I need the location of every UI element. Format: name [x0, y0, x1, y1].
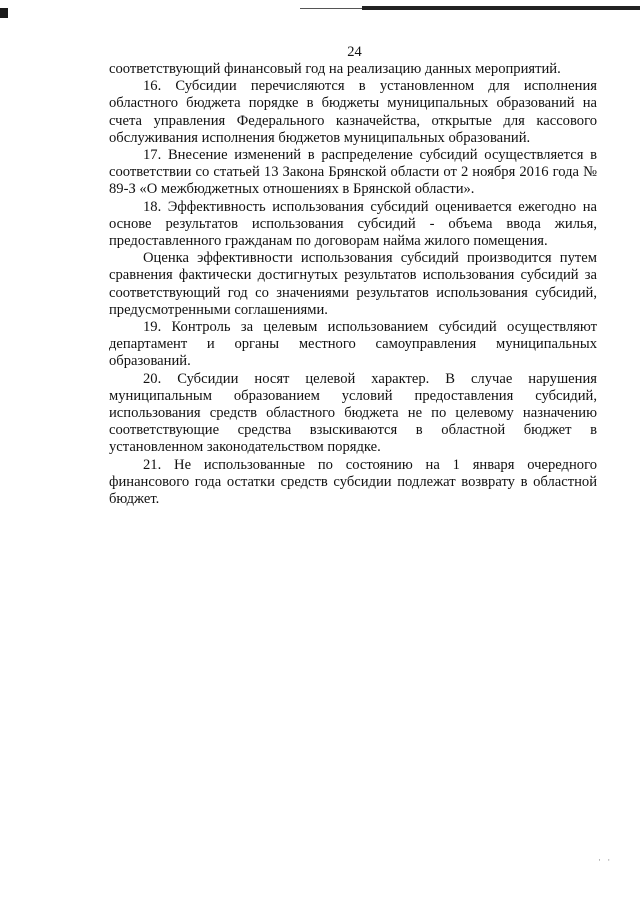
document-body — [109, 61, 597, 508]
paragraph-17: 17. Внесение изменений в распределение субсидий осуществляется в соответствии со статьей 13 Закона Брянской области от 2 ноября 2016 года № 89-З «О межбюджетных отношениях в Брянской области». — [109, 147, 597, 198]
paragraph-21: 21. Не использованные по состоянию на 1 января очередного финансового года остатки средств субсидии подлежат возврату в областной бюджет. — [109, 456, 597, 508]
paragraph-18: 18. Эффективность использования субсидий оценивается ежегодно на основе результатов использования субсидий - объема ввода жилья, предоставленного гражданам по договорам найма жилого помещения. — [109, 198, 597, 250]
scan-top-border-thin — [300, 8, 362, 9]
scan-edge-mark — [0, 8, 8, 18]
paragraph-16: 16. Субсидии перечисляются в установленном для исполнения областного бюджета порядке в бюджеты муниципальных образований на счета управления Федерального казначейства, открытые для кассового обслуживания исполнения бюджетов муниципальных образований. — [109, 78, 597, 146]
paragraph-continuation: соответствующий финансовый год на реализацию данных мероприятий. — [109, 61, 561, 77]
scan-noise: · · — [598, 855, 613, 865]
scan-top-border — [362, 6, 640, 10]
paragraph-18-evaluation: Оценка эффективности использования субсидий производится путем сравнения фактически достигнутых результатов использования субсидий за соответствующий год со значениями результатов использования субсидий, предусмотренными соглашениями. — [109, 250, 597, 318]
paragraph-20: 20. Субсидии носят целевой характер. В случае нарушения муниципальным образованием условий предоставления субсидий, использования средств областного бюджета не по целевому назначению соответствующие средства взыскиваются в областной бюджет в установленном законодательством порядке. — [109, 370, 597, 456]
paragraph-19: 19. Контроль за целевым использованием субсидий осуществляют департамент и органы местного самоуправления муниципальных образований. — [109, 319, 597, 370]
page-number: 24 — [347, 44, 362, 60]
